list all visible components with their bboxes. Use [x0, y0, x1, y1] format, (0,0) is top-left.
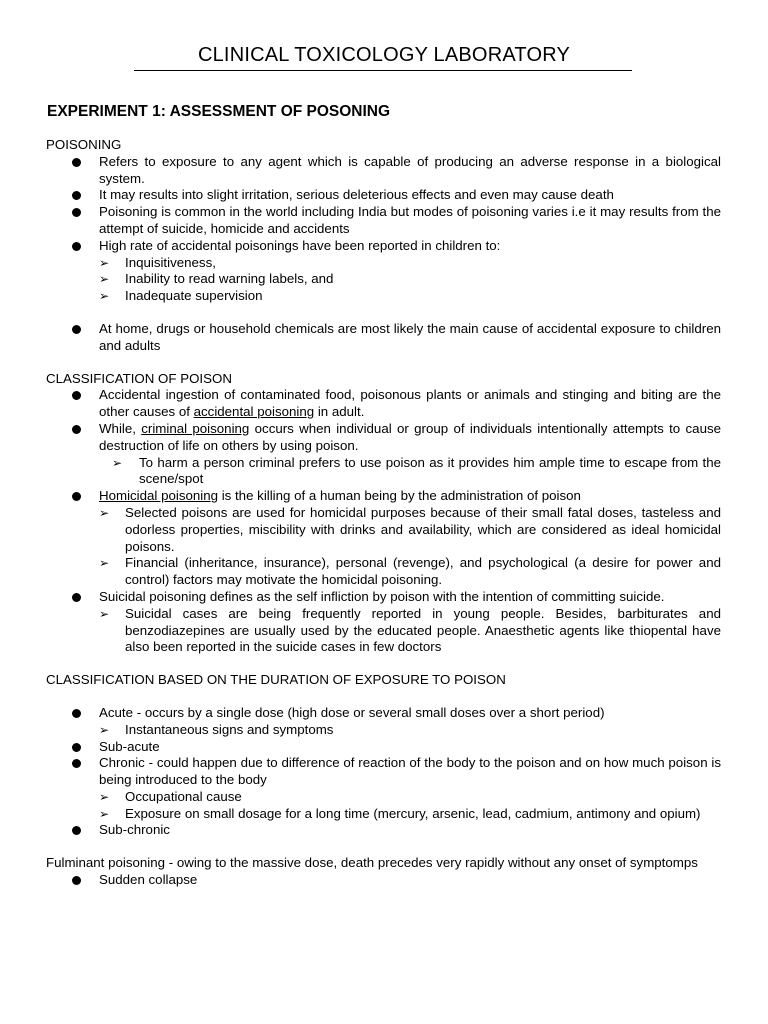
arrow-bullet-icon: ➢: [99, 606, 110, 621]
arrow-bullet-icon: ➢: [99, 272, 110, 287]
list-item: While, criminal poisoning occurs when individual or group of individuals intentionally attempts to cause destruction of life on others by using poison.: [46, 421, 721, 455]
list-item: Chronic - could happen due to difference of reaction of the body to the poison and on how much poison is being introduced to the body: [46, 755, 721, 789]
list-item: Sub-chronic: [46, 822, 721, 839]
sub-list-item: ➢ Inquisitiveness,: [99, 254, 216, 270]
sub-list-item: ➢ Inadequate supervision: [99, 288, 263, 304]
underlined-term: Homicidal poisoning: [99, 488, 218, 504]
arrow-bullet-icon: ➢: [99, 789, 110, 804]
list-item: It may results into slight irritation, serious deleterious effects and even may cause death: [46, 187, 721, 204]
list-item: At home, drugs or household chemicals are most likely the main cause of accidental exposure to children and adults: [46, 321, 721, 355]
sub-list-item: ➢ To harm a person criminal prefers to use poison as it provides him ample time to escape from the scene/spot: [112, 454, 721, 487]
list-item: Refers to exposure to any agent which is capable of producing an adverse response in a biological system.: [46, 154, 721, 188]
list-item: Accidental ingestion of contaminated food, poisonous plants or animals and stinging and biting are the other causes of accidental poisoning in adult.: [46, 387, 721, 421]
list-item: Sudden collapse: [46, 872, 721, 889]
document-body: [46, 137, 721, 889]
title-underline: [134, 70, 632, 71]
sub-list-item: ➢ Inability to read warning labels, and: [99, 271, 334, 287]
underlined-term: accidental poisoning: [193, 404, 315, 420]
experiment-heading: EXPERIMENT 1: ASSESSMENT OF POSONING: [47, 103, 391, 120]
section-heading-duration: CLASSIFICATION BASED ON THE DURATION OF EXPOSURE TO POISON: [46, 672, 506, 688]
sub-list-item: ➢ Occupational cause: [99, 788, 242, 804]
sub-list-item: ➢ Financial (inheritance, insurance), personal (revenge), and psychological (a desire for power and control) factors may motivate the homicidal poisoning.: [99, 555, 721, 588]
list-item: Homicidal poisoning is the killing of a human being by the administration of poison: [46, 488, 721, 505]
list-item: High rate of accidental poisonings have been reported in children to:: [46, 238, 721, 255]
arrow-bullet-icon: ➢: [99, 505, 110, 520]
arrow-bullet-icon: ➢: [99, 806, 110, 821]
list-item: Sub-acute: [46, 739, 721, 756]
section-heading-classification: CLASSIFICATION OF POISON: [46, 370, 232, 386]
arrow-bullet-icon: ➢: [112, 455, 123, 470]
duration-list: [46, 705, 721, 839]
arrow-bullet-icon: ➢: [99, 289, 110, 304]
sub-list-item: ➢ Selected poisons are used for homicidal purposes because of their small fatal doses, tasteless and odorless properties, miscibility with drinks and availability, which are considered as ideal homicidal poisons.: [99, 504, 721, 554]
arrow-bullet-icon: ➢: [99, 722, 110, 737]
fulminant-paragraph: Fulminant poisoning - owing to the massive dose, death precedes very rapidly without any onset of symptomps: [46, 855, 698, 871]
classification-list: [46, 387, 721, 656]
poisoning-list: [46, 154, 721, 305]
page-title: CLINICAL TOXICOLOGY LABORATORY: [197, 44, 571, 66]
arrow-bullet-icon: ➢: [99, 255, 110, 270]
section-heading-poisoning: POISONING: [46, 137, 122, 152]
sub-list-item: ➢ Exposure on small dosage for a long time (mercury, arsenic, lead, cadmium, antimony and opium): [99, 805, 701, 821]
underlined-term: criminal poisoning: [141, 420, 250, 436]
arrow-bullet-icon: ➢: [99, 556, 110, 571]
list-item: Acute - occurs by a single dose (high dose or several small doses over a short period): [46, 705, 721, 722]
sub-list-item: ➢ Suicidal cases are being frequently reported in young people. Besides, barbiturates and benzodiazepines are usually used by the educated people. Anaesthetic agents like thiopental have also been reported in the suicide cases in few doctors: [99, 605, 721, 655]
list-item: Suicidal poisoning defines as the self infliction by poison with the intention of committing suicide.: [46, 589, 721, 606]
list-item: Poisoning is common in the world including India but modes of poisoning varies i.e it may results from the attempt of suicide, homicide and accidents: [46, 204, 721, 238]
sub-list-item: ➢ Instantaneous signs and symptoms: [99, 721, 334, 737]
